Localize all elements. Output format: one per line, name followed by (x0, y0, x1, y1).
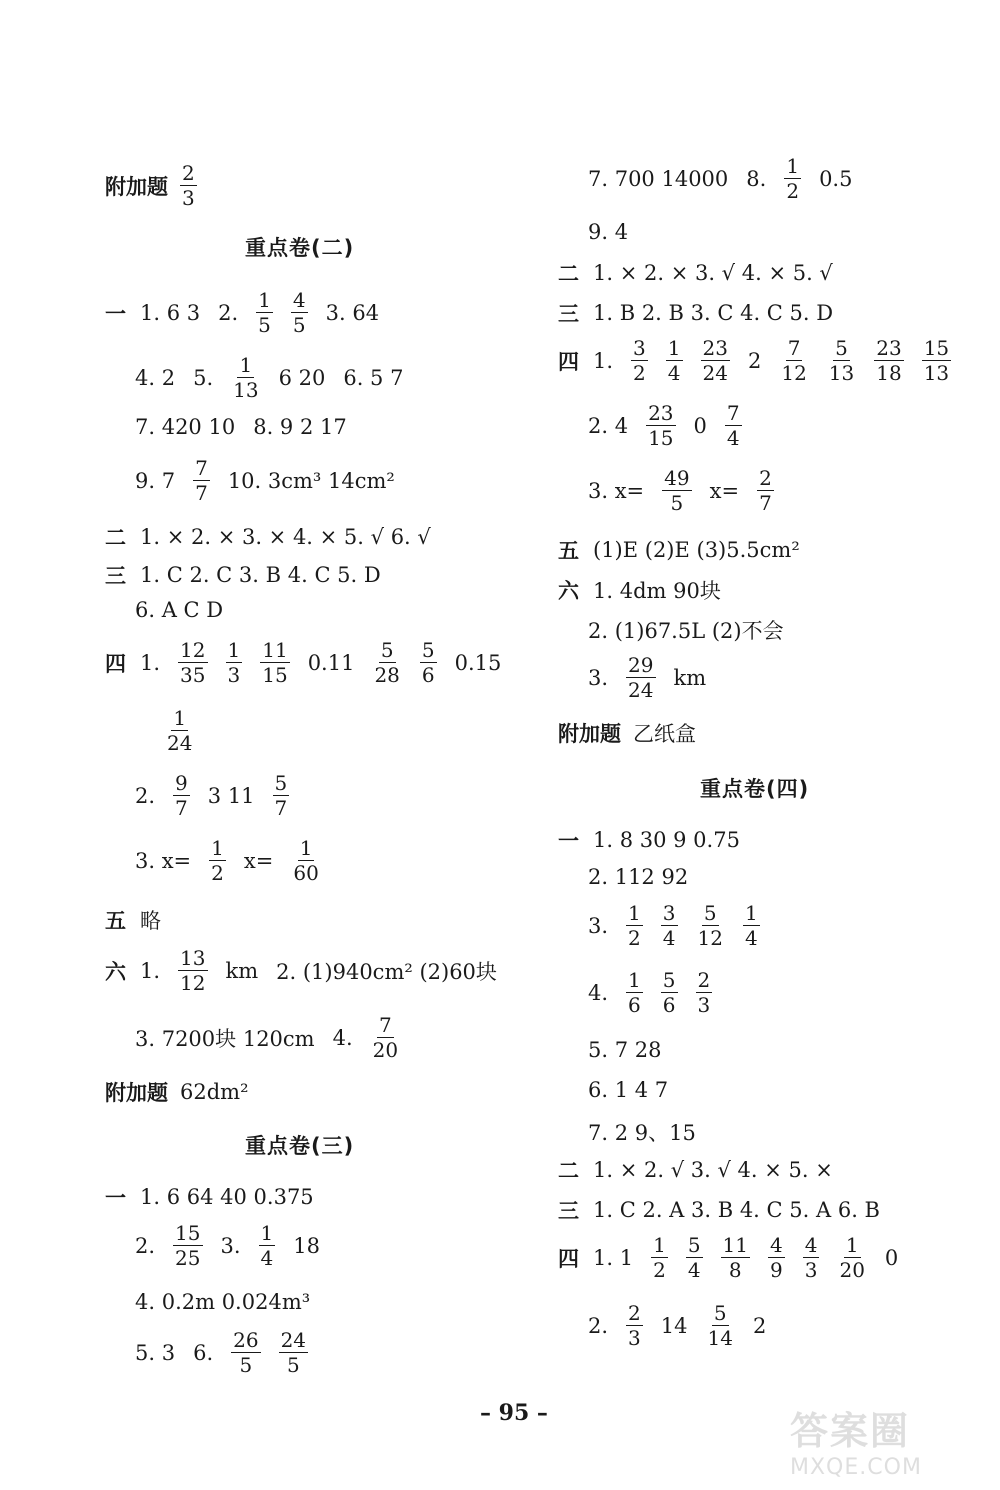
fraction (922, 338, 951, 383)
answer-text: 3. 64 (325, 300, 380, 325)
fraction-numerator: 5 (662, 968, 676, 992)
fraction-denominator: 20 (839, 1258, 865, 1282)
fraction (626, 970, 643, 1015)
answer-text: 略 (140, 909, 161, 933)
fraction-denominator: 12 (697, 926, 723, 950)
fraction-numerator: 7 (726, 401, 740, 425)
fraction-numerator: 7 (379, 1013, 392, 1037)
answer-text: 3. x= (588, 478, 645, 503)
fraction-denominator: 8 (728, 1258, 742, 1282)
fraction-numerator: 49 (664, 466, 690, 490)
answer-text: (1)E (2)E (3)5.5cm² (593, 538, 800, 562)
fraction-denominator: 4 (726, 426, 740, 450)
fraction-numerator: 1 (260, 1221, 274, 1245)
fraction (291, 838, 320, 883)
fraction (180, 163, 197, 208)
fraction (173, 773, 190, 818)
answer-text: 2. (588, 1313, 609, 1338)
answer-text: 1. 6 3 (140, 300, 201, 325)
fraction-denominator: 4 (667, 361, 681, 385)
fraction-numerator: 9 (175, 771, 188, 795)
answer-line (135, 773, 289, 818)
fraction-denominator: 6 (421, 663, 435, 687)
fraction (743, 903, 760, 948)
answer-text: 3. x= (135, 848, 192, 873)
fraction-numerator: 1 (211, 836, 224, 860)
fraction (651, 1235, 668, 1280)
fraction (626, 903, 643, 948)
section-number: 二 (105, 526, 126, 550)
answer-line (105, 522, 431, 552)
fraction-numerator: 7 (787, 336, 801, 360)
answer-line (558, 575, 721, 605)
answer-text: 6. 1 4 7 (588, 1078, 669, 1102)
answer-text: 2 (747, 348, 762, 373)
fraction-numerator: 23 (876, 336, 902, 360)
fraction-numerator: 3 (633, 336, 646, 360)
fraction-denominator: 18 (876, 361, 902, 385)
answer-line (588, 1078, 668, 1102)
answer-line (135, 1290, 310, 1314)
fraction (666, 338, 683, 383)
answer-text: 7. 2 9、15 (588, 1121, 696, 1145)
section-number: 四 (558, 1246, 579, 1271)
section-number: 五 (558, 539, 579, 563)
answer-text: x= (243, 848, 274, 873)
fraction (231, 355, 260, 400)
answer-text: 0.5 (819, 166, 853, 191)
fraction (178, 948, 207, 993)
answer-line (135, 355, 403, 400)
fraction-numerator: 2 (759, 466, 772, 490)
fraction (273, 773, 290, 818)
fraction (626, 655, 655, 700)
fraction (626, 1303, 643, 1348)
answer-line (135, 1223, 320, 1268)
answer-line (105, 560, 381, 590)
fraction-numerator: 1 (299, 836, 313, 860)
fraction-denominator: 20 (372, 1038, 399, 1062)
fraction (259, 1223, 276, 1268)
fraction-denominator: 12 (180, 971, 206, 995)
answer-line (558, 298, 833, 328)
fraction-denominator: 7 (274, 796, 288, 820)
section-number: 一 (558, 829, 579, 853)
answer-text: 7. 420 10 (135, 415, 236, 439)
answer-line (105, 163, 197, 208)
answer-line (558, 535, 800, 565)
answer-text: 1. (140, 958, 161, 983)
fraction-denominator: 15 (648, 426, 674, 450)
answer-text: 乙纸盒 (633, 722, 696, 746)
answer-text: 5. 7 28 (588, 1038, 662, 1062)
answer-line (588, 156, 852, 201)
fraction (193, 458, 210, 503)
fraction-numerator: 1 (173, 706, 187, 730)
fraction-denominator: 9 (770, 1258, 783, 1282)
fraction (279, 1330, 308, 1375)
fraction (701, 338, 730, 383)
answer-line (165, 708, 194, 753)
fraction (372, 640, 401, 685)
section-number: 三 (558, 1199, 579, 1223)
section-number: 四 (105, 651, 126, 676)
answer-line (135, 838, 321, 883)
fraction-denominator: 13 (233, 378, 259, 402)
answer-text: 4. 0.2m 0.024m³ (135, 1290, 311, 1314)
answer-line (135, 415, 347, 439)
answer-text: 2. (1)67.5L (2)不会 (588, 619, 784, 643)
fraction-numerator: 23 (648, 401, 674, 425)
fraction-denominator: 3 (697, 993, 711, 1017)
fraction-numerator: 15 (175, 1221, 201, 1245)
answer-line (558, 338, 951, 383)
section-number: 六 (558, 579, 579, 603)
fraction-numerator: 11 (722, 1233, 748, 1257)
answer-text: 1. 4dm 90块 (593, 579, 721, 603)
fraction-numerator: 1 (239, 353, 253, 377)
fraction-numerator: 4 (804, 1233, 818, 1257)
fraction-numerator: 5 (274, 771, 288, 795)
answer-line (588, 1303, 766, 1348)
answer-text: 1. 8 30 9 0.75 (593, 828, 740, 852)
answer-line (558, 1195, 880, 1225)
answer-line (105, 1182, 314, 1212)
answer-line (135, 458, 395, 503)
fraction (420, 640, 437, 685)
fraction-denominator: 5 (670, 491, 684, 515)
bonus-label: 附加题 (105, 174, 168, 199)
answer-text: 0.11 (307, 650, 355, 675)
answer-text: 0 (884, 1245, 899, 1270)
fraction-numerator: 1 (845, 1233, 859, 1257)
answer-text: 6. (193, 1340, 214, 1365)
section-number: 一 (105, 1186, 126, 1210)
answer-line (588, 615, 784, 645)
fraction-denominator: 24 (628, 678, 654, 702)
answer-line (135, 598, 223, 622)
answer-line (105, 905, 161, 935)
fraction (231, 1330, 260, 1375)
fraction-denominator: 6 (662, 993, 676, 1017)
answer-text: 4. (332, 1025, 353, 1050)
bonus-label: 附加题 (105, 1081, 168, 1105)
answer-text: 0.15 (454, 650, 502, 675)
answer-text: 4. 2 (135, 365, 176, 390)
fraction (256, 290, 273, 335)
fraction-numerator: 2 (182, 161, 195, 185)
answer-text: 2. (1)940cm² (2)60块 (276, 959, 497, 984)
fraction (661, 970, 678, 1015)
fraction-numerator: 29 (628, 653, 654, 677)
fraction-numerator: 23 (702, 336, 728, 360)
fraction-denominator: 5 (239, 1353, 253, 1377)
fraction-denominator: 5 (258, 313, 271, 337)
answer-line (588, 655, 706, 700)
fraction-numerator: 1 (227, 638, 241, 662)
fraction-numerator: 5 (421, 638, 435, 662)
fraction-denominator: 2 (211, 861, 224, 885)
answer-line (588, 1038, 661, 1062)
answer-text: 9. 7 (135, 468, 176, 493)
fraction (874, 338, 903, 383)
answer-text: 14 (660, 1313, 688, 1338)
fraction (646, 403, 675, 448)
fraction-numerator: 1 (653, 1233, 666, 1257)
answer-text: 8. (746, 166, 767, 191)
fraction (696, 970, 713, 1015)
fraction-numerator: 15 (923, 336, 950, 360)
answer-line (105, 948, 497, 993)
fraction-denominator: 3 (227, 663, 241, 687)
fraction-numerator: 4 (770, 1233, 783, 1257)
fraction (371, 1015, 400, 1060)
answer-text: km (673, 665, 707, 690)
fraction-numerator: 1 (744, 901, 758, 925)
section-number: 二 (558, 1159, 579, 1183)
answer-text: 18 (293, 1233, 321, 1258)
fraction (757, 468, 774, 513)
fraction (178, 640, 207, 685)
answer-text: 2. (135, 783, 156, 808)
answer-line (588, 1117, 696, 1147)
fraction-denominator: 35 (180, 663, 206, 687)
fraction-denominator: 60 (293, 861, 319, 885)
fraction-denominator: 4 (687, 1258, 701, 1282)
fraction (661, 903, 678, 948)
fraction-numerator: 2 (697, 968, 711, 992)
fraction-denominator: 2 (633, 361, 646, 385)
answer-text: 9. 4 (588, 220, 629, 244)
section-number: 一 (105, 301, 126, 326)
fraction-numerator: 4 (292, 288, 306, 312)
fraction (803, 1235, 820, 1280)
answer-line (588, 865, 688, 889)
fraction-denominator: 24 (167, 731, 193, 755)
answer-line (558, 718, 696, 748)
answer-text: 62dm² (180, 1080, 249, 1104)
fraction (631, 338, 648, 383)
answer-line (588, 903, 760, 948)
answer-text: 4. (588, 980, 609, 1005)
fraction-numerator: 24 (280, 1328, 307, 1352)
fraction-denominator: 2 (628, 926, 641, 950)
answer-text: 5. 3 (135, 1340, 176, 1365)
section-number: 五 (105, 909, 126, 933)
answer-text: 8. 9 2 17 (253, 415, 347, 439)
fraction (784, 156, 801, 201)
fraction-numerator: 5 (703, 901, 717, 925)
answer-text: x= (709, 478, 740, 503)
answer-line (558, 1155, 833, 1185)
answer-text: 2. 4 (588, 413, 629, 438)
answer-text: 2 (752, 1313, 767, 1338)
fraction-denominator: 6 (628, 993, 641, 1017)
answer-text: 7. 700 14000 (588, 166, 729, 191)
fraction (725, 403, 742, 448)
fraction-denominator: 3 (628, 1326, 641, 1350)
section-heading: 重点卷(四) (700, 777, 810, 801)
fraction-denominator: 13 (828, 361, 855, 385)
fraction-denominator: 7 (175, 796, 188, 820)
fraction-denominator: 3 (804, 1258, 818, 1282)
fraction-numerator: 5 (713, 1301, 727, 1325)
fraction-denominator: 12 (781, 361, 807, 385)
answer-text: 3. (588, 665, 609, 690)
answer-text: 1. C 2. A 3. B 4. C 5. A 6. B (593, 1198, 880, 1222)
fraction-numerator: 2 (628, 1301, 641, 1325)
fraction (768, 1235, 785, 1280)
fraction (165, 708, 194, 753)
answer-line (588, 220, 628, 244)
fraction-numerator: 1 (667, 336, 681, 360)
section-heading: 重点卷(二) (245, 236, 355, 260)
answer-line (558, 258, 833, 288)
answer-text: 1. C 2. C 3. B 4. C 5. D (140, 563, 381, 587)
answer-line (558, 825, 740, 855)
section-number: 二 (558, 262, 579, 286)
fraction-denominator: 4 (260, 1246, 274, 1270)
fraction-denominator: 5 (286, 1353, 300, 1377)
answer-line (105, 1077, 249, 1107)
fraction-numerator: 1 (628, 901, 641, 925)
answer-line (588, 468, 774, 513)
fraction-denominator: 5 (292, 313, 306, 337)
watermark-text-top: 答案圈 (790, 1409, 911, 1453)
answer-text: km (225, 958, 259, 983)
answer-text: 2. (218, 300, 239, 325)
answer-line (588, 970, 712, 1015)
answer-text: 10. 3cm³ 14cm² (227, 468, 395, 493)
answer-text: 1. × 2. × 3. × 4. × 5. √ 6. √ (140, 525, 431, 549)
answer-text: 1. B 2. B 3. C 4. C 5. D (593, 301, 834, 325)
answer-text: 1. 1 (593, 1245, 634, 1270)
answer-line (105, 640, 501, 685)
answer-text: 2. (135, 1233, 156, 1258)
section-number: 六 (105, 959, 126, 984)
answer-text: 1. (140, 650, 161, 675)
fraction-denominator: 4 (662, 926, 676, 950)
fraction-numerator: 26 (233, 1328, 259, 1352)
fraction-denominator: 7 (759, 491, 772, 515)
fraction-numerator: 1 (628, 968, 641, 992)
answer-text: 6. 5 7 (343, 365, 404, 390)
fraction-denominator: 15 (262, 663, 288, 687)
answer-text: 2. 112 92 (588, 865, 689, 889)
fraction-denominator: 24 (702, 361, 728, 385)
fraction (779, 338, 808, 383)
fraction (686, 1235, 703, 1280)
answer-line (105, 290, 379, 335)
fraction (696, 903, 725, 948)
fraction (721, 1235, 750, 1280)
answer-text: 0 (693, 413, 707, 438)
fraction-denominator: 14 (707, 1326, 733, 1350)
fraction-numerator: 5 (380, 638, 394, 662)
fraction (173, 1223, 202, 1268)
section-number: 三 (105, 564, 126, 588)
bonus-label: 附加题 (558, 722, 621, 746)
fraction-denominator: 3 (182, 186, 195, 210)
fraction-denominator: 28 (374, 663, 400, 687)
page-number: – 95 – (480, 1400, 548, 1426)
fraction (260, 640, 289, 685)
fraction-numerator: 5 (835, 336, 848, 360)
fraction-numerator: 11 (262, 638, 288, 662)
section-number: 四 (558, 349, 579, 374)
fraction (837, 1235, 866, 1280)
answer-line (588, 403, 742, 448)
section-number: 三 (558, 302, 579, 326)
answer-text: 6. A C D (135, 598, 224, 622)
answer-text: 1. 6 64 40 0.375 (140, 1185, 314, 1209)
answer-text: 3 11 (207, 783, 255, 808)
answer-text: 3. 7200块 120cm (135, 1026, 315, 1051)
fraction (662, 468, 691, 513)
fraction-denominator: 4 (744, 926, 758, 950)
fraction-denominator: 25 (175, 1246, 201, 1270)
right-answer-column (540, 0, 1000, 1490)
fraction-numerator: 1 (786, 154, 800, 178)
answer-text: 3. (588, 913, 609, 938)
fraction-denominator: 2 (786, 179, 800, 203)
fraction-numerator: 12 (180, 638, 206, 662)
fraction-denominator: 13 (923, 361, 950, 385)
fraction (827, 338, 856, 383)
fraction (226, 640, 243, 685)
fraction (209, 838, 226, 883)
watermark-text-bottom: MXQE.COM (790, 1455, 922, 1480)
answer-text: 3. (220, 1233, 241, 1258)
answer-text: 5. (193, 365, 214, 390)
fraction-numerator: 1 (258, 288, 271, 312)
fraction-numerator: 5 (687, 1233, 701, 1257)
answer-line (558, 1235, 898, 1280)
fraction-numerator: 7 (195, 456, 208, 480)
fraction-denominator: 7 (195, 481, 208, 505)
answer-text: 1. × 2. √ 3. √ 4. × 5. × (593, 1158, 833, 1182)
fraction (706, 1303, 735, 1348)
answer-line (135, 1015, 400, 1060)
section-heading: 重点卷(三) (245, 1134, 355, 1158)
fraction-numerator: 13 (180, 946, 206, 970)
fraction-denominator: 2 (653, 1258, 666, 1282)
answer-line (135, 1330, 308, 1375)
fraction (291, 290, 308, 335)
fraction-numerator: 3 (662, 901, 676, 925)
watermark-logo (790, 1400, 990, 1480)
answer-text: 1. × 2. × 3. √ 4. × 5. √ (593, 261, 833, 285)
answer-text: 6 20 (278, 365, 326, 390)
answer-text: 1. (593, 348, 614, 373)
